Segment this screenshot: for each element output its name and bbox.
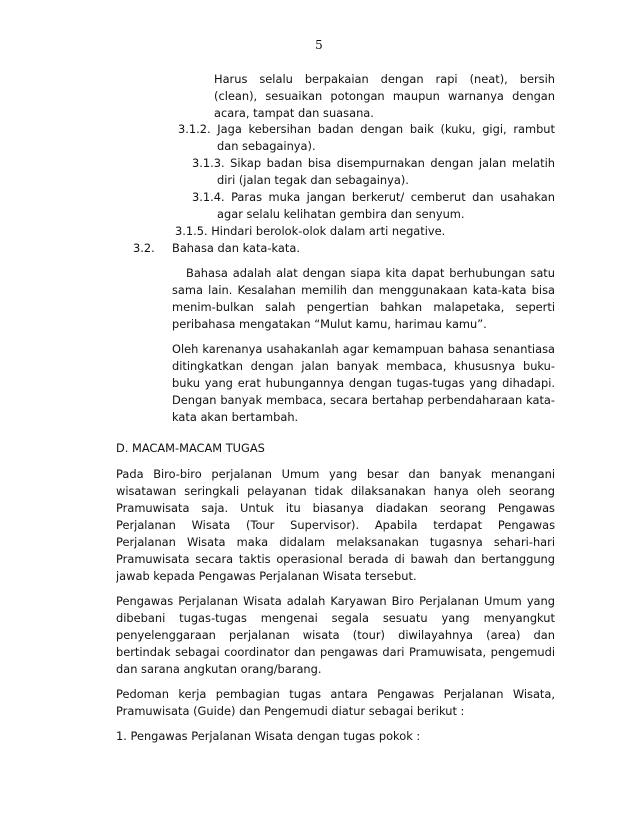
section-d-heading: D. MACAM-MACAM TUGAS (116, 441, 265, 455)
para-3-2-2-line-2: ditingkatkan dengan jalan banyak membaca, khususnya buku- (172, 359, 555, 373)
section-3-2-number: 3.2. (133, 241, 155, 255)
intro-line-2: (clean), sesuaikan potongan maupun warnanya dengan (214, 89, 555, 103)
para-d2-line-5: dan sarana angkutan orang/barang. (116, 662, 322, 676)
para-d1-line-2: wisatawan seringkali pelayanan tidak dilaksanakan hanya oleh seorang (116, 484, 555, 498)
para-d2-line-3: penyelenggaraan perjalanan wisata (tour) diwilayahnya (area) dan (116, 628, 555, 642)
para-3-2-1-line-1: Bahasa adalah alat dengan siapa kita dapat berhubungan satu (186, 266, 555, 280)
para-3-2-1-line-2: sama lain. Kesalahan memilih dan menggunakaan kata-kata bisa (172, 283, 555, 297)
item-3-1-3-line-1: 3.1.3. Sikap badan bisa disempurnakan dengan jalan melatih (192, 156, 555, 170)
item-3-1-4-line-1: 3.1.4. Paras muka jangan berkerut/ cemberut dan usahakan (192, 190, 555, 204)
item-3-1-4-line-2: agar selalu kelihatan gembira dan senyum. (217, 207, 465, 221)
para-d1-line-4: Perjalanan Wisata (Tour Supervisor). Apabila terdapat Pengawas (116, 518, 555, 532)
para-d1-line-7: jawab kepada Pengawas Perjalanan Wisata tersebut. (116, 569, 417, 583)
para-d1-line-1: Pada Biro-biro perjalanan Umum yang besar dan banyak menangani (116, 467, 555, 481)
para-d2-line-2: dibebani tugas-tugas mengenai segala sesuatu yang menyangkut (116, 611, 555, 625)
item-3-1-5: 3.1.5. Hindari berolok-olok dalam arti negative. (175, 224, 446, 238)
para-3-2-1-line-4: peribahasa mengatakan “Mulut kamu, harimau kamu”. (172, 317, 487, 331)
list-item-1: 1. Pengawas Perjalanan Wisata dengan tugas pokok : (116, 729, 421, 743)
para-d1-line-5: Perjalanan Wisata maka didalam melaksanakan tugasnya sehari-hari (116, 535, 555, 549)
para-d3-line-2: Pramuwisata (Guide) dan Pengemudi diatur sebagai berikut : (116, 704, 465, 718)
page-number: 5 (315, 38, 323, 52)
item-3-1-2-line-2: dan sebagainya). (217, 139, 316, 153)
para-d1-line-3: Pramuwisata saja. Untuk itu biasanya diadakan seorang Pengawas (116, 501, 555, 515)
section-3-2-title: Bahasa dan kata-kata. (172, 241, 300, 255)
para-3-2-1-line-3: menim-bulkan salah pengertian bahkan malapetaka, seperti (172, 300, 555, 314)
intro-line-1: Harus selalu berpakaian dengan rapi (neat), bersih (214, 72, 555, 86)
para-3-2-2-line-4: Dengan banyak membaca, secara bertahap perbendaharaan kata- (172, 393, 555, 407)
intro-line-3: acara, tampat dan suasana. (214, 106, 374, 120)
para-d1-line-6: Pramuwisata secara taktis operasional berada di bawah dan bertanggung (116, 552, 555, 566)
para-d2-line-1: Pengawas Perjalanan Wisata adalah Karyawan Biro Perjalanan Umum yang (116, 594, 555, 608)
item-3-1-3-line-2: diri (jalan tegak dan sebagainya). (217, 173, 409, 187)
para-3-2-2-line-5: kata akan bertambah. (172, 410, 299, 424)
para-d3-line-1: Pedoman kerja pembagian tugas antara Pengawas Perjalanan Wisata, (116, 687, 555, 701)
item-3-1-2-line-1: 3.1.2. Jaga kebersihan badan dengan baik (kuku, gigi, rambut (178, 122, 555, 136)
para-3-2-2-line-3: buku yang erat hubungannya dengan tugas-tugas yang dihadapi. (172, 376, 555, 390)
para-3-2-2-line-1: Oleh karenanya usahakanlah agar kemampuan bahasa senantiasa (172, 342, 555, 356)
para-d2-line-4: bertindak sebagai coordinator dan pengawas dari Pramuwisata, pengemudi (116, 645, 555, 659)
